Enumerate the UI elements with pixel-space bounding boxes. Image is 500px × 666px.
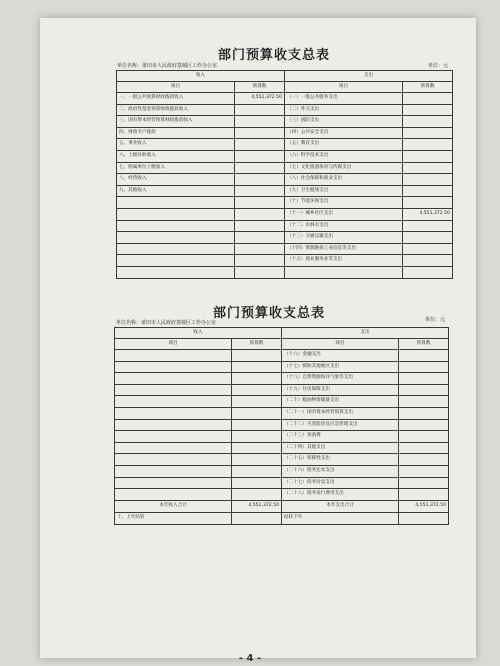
table1-title: 部门预算收支总表	[218, 48, 331, 63]
expense-item-cell: （十九）住房保障支出	[282, 384, 399, 396]
carry-over-out-value	[399, 512, 449, 524]
income-item-cell	[115, 407, 232, 419]
income-item-cell	[117, 208, 235, 220]
income-budget-cell	[232, 477, 282, 489]
expense-item-cell: （二十七）债务付息支出	[282, 477, 399, 489]
income-item-cell: 一、一般公共预算财政拨款收入	[117, 93, 235, 105]
income-header: 收入	[117, 71, 285, 82]
expense-item-cell: （四）公共安全支出	[285, 127, 403, 139]
table-row	[115, 465, 449, 477]
expense-item-cell: （十四）资源勘探工业信息等支出	[285, 243, 403, 255]
expense-item-cell: （二十）粮油物资储备支出	[282, 396, 399, 408]
income-budget-cell	[235, 127, 285, 139]
expense-budget-cell	[399, 465, 449, 477]
expense-budget-cell	[403, 139, 453, 151]
income-item-cell	[115, 419, 232, 431]
income-budget-cell	[232, 361, 282, 373]
expense-budget-cell	[403, 266, 453, 278]
income-item-cell: 三、国有资本经营预算财政拨款收入	[117, 116, 235, 128]
income-budget-cell	[235, 232, 285, 244]
expense-item-cell: （二十八）债务发行费用支出	[282, 489, 399, 501]
table-row	[117, 127, 453, 139]
table-row	[117, 174, 453, 186]
table-row	[117, 255, 453, 267]
income-item-cell	[117, 220, 235, 232]
expense-item-cell: （二十三）预备费	[282, 431, 399, 443]
expense-budget-cell	[403, 197, 453, 209]
table-row	[115, 407, 449, 419]
expense-item-cell: （十六）金融支出	[282, 350, 399, 362]
expense-item-cell: （九）卫生健康支出	[285, 185, 403, 197]
expense-item-cell: （二十六）债务还本支出	[282, 465, 399, 477]
expense-item-cell	[285, 266, 403, 278]
expense-budget-cell	[399, 396, 449, 408]
table1-unit-label: 单位名称：莆田市人民政府荔城区工作办公室	[117, 63, 218, 69]
income-budget-cell	[232, 384, 282, 396]
expense-total-value: 4,551,372.50	[399, 500, 449, 512]
income-item-cell	[117, 255, 235, 267]
income-budget-cell	[232, 431, 282, 443]
expense-item-cell: （十二）农林水支出	[285, 220, 403, 232]
expense-header: 支出	[285, 71, 453, 82]
expense-item-cell: （七）文化旅游体育与传媒支出	[285, 162, 403, 174]
budget-table-1	[116, 70, 453, 279]
expense-item-cell: （五）教育支出	[285, 139, 403, 151]
expense-item-cell: （十七）援助其他地区支出	[282, 361, 399, 373]
income-item-cell	[115, 454, 232, 466]
income-budget-cell	[232, 419, 282, 431]
income-item-cell: 八、经营收入	[117, 174, 235, 186]
table-row	[115, 396, 449, 408]
table1-unit-right: 单位：元	[428, 63, 449, 69]
income-item-cell: 四、财政专户拨款	[117, 127, 235, 139]
income-budget-cell	[232, 454, 282, 466]
income-budget-cell	[235, 116, 285, 128]
expense-item-cell: （十一）城乡社区支出	[285, 208, 403, 220]
income-item-cell	[115, 465, 232, 477]
expense-item-header: 项目	[285, 82, 403, 93]
carry-over-out-label: 结转下年	[282, 512, 399, 524]
expense-budget-cell	[399, 454, 449, 466]
expense-header: 支出	[282, 328, 449, 339]
income-item-cell	[115, 373, 232, 385]
expense-budget-cell	[403, 255, 453, 267]
table-row	[117, 243, 453, 255]
table-row	[117, 139, 453, 151]
table-row	[117, 232, 453, 244]
expense-budget-cell	[403, 150, 453, 162]
income-budget-cell	[235, 139, 285, 151]
table-row	[117, 208, 453, 220]
expense-budget-cell	[399, 384, 449, 396]
income-item-cell: 六、上级补助收入	[117, 150, 235, 162]
income-item-cell	[117, 243, 235, 255]
page-number: - 4 -	[238, 653, 262, 664]
income-item-cell: 五、事业收入	[117, 139, 235, 151]
income-header: 收入	[115, 328, 282, 339]
expense-budget-cell	[403, 162, 453, 174]
expense-budget-cell	[403, 243, 453, 255]
expense-budget-cell	[403, 220, 453, 232]
expense-item-cell: （二）外交支出	[285, 104, 403, 116]
income-item-cell	[117, 266, 235, 278]
income-budget-cell	[235, 104, 285, 116]
income-budget-cell	[235, 185, 285, 197]
expense-item-cell: （二十五）转移性支出	[282, 454, 399, 466]
expense-budget-cell	[403, 127, 453, 139]
expense-item-cell: （一）一般公共服务支出	[285, 93, 403, 105]
budget-table-2	[114, 327, 449, 525]
table-row	[117, 220, 453, 232]
table-row	[115, 350, 449, 362]
expense-budget-cell	[399, 407, 449, 419]
expense-budget-cell	[403, 232, 453, 244]
income-item-cell	[115, 431, 232, 443]
expense-budget-cell: 4,551,372.50	[403, 208, 453, 220]
income-budget-cell	[235, 255, 285, 267]
expense-item-cell: （八）社会保障和就业支出	[285, 174, 403, 186]
income-item-cell	[115, 361, 232, 373]
expense-total-label: 本年支出合计	[282, 500, 399, 512]
income-total-value: 4,551,372.50	[232, 500, 282, 512]
table2-title: 部门预算收支总表	[213, 306, 326, 321]
expense-item-cell: （十八）自然资源海洋气象等支出	[282, 373, 399, 385]
table-row	[117, 116, 453, 128]
income-item-cell	[115, 384, 232, 396]
expense-budget-cell	[399, 361, 449, 373]
table-row	[117, 162, 453, 174]
income-budget-cell	[232, 396, 282, 408]
income-item-header: 项目	[115, 339, 232, 350]
income-item-cell	[115, 442, 232, 454]
income-budget-cell: 4,551,372.50	[235, 93, 285, 105]
expense-item-cell: （二十二）灾害防治及应急管理支出	[282, 419, 399, 431]
income-item-cell	[115, 489, 232, 501]
table2-unit-right: 单位：元	[425, 317, 446, 323]
expense-budget-cell	[399, 442, 449, 454]
income-budget-cell	[235, 174, 285, 186]
expense-item-cell: （二十一）国有资本经营预算支出	[282, 407, 399, 419]
income-item-cell	[115, 396, 232, 408]
income-item-cell: 二、政府性基金预算财政拨款收入	[117, 104, 235, 116]
table-row	[115, 442, 449, 454]
table-row	[117, 150, 453, 162]
income-budget-cell	[235, 266, 285, 278]
expense-budget-cell	[399, 419, 449, 431]
income-budget-cell	[232, 442, 282, 454]
table2-unit-label: 单位名称：莆田市人民政府荔城区工作办公室	[116, 320, 217, 326]
expense-budget-cell	[399, 431, 449, 443]
expense-item-cell: （十）节能环保支出	[285, 197, 403, 209]
expense-budget-cell	[403, 185, 453, 197]
expense-item-cell: （十三）交通运输支出	[285, 232, 403, 244]
income-total-label: 本年收入合计	[115, 500, 232, 512]
income-budget-header: 预算数	[235, 82, 285, 93]
income-budget-header: 预算数	[232, 339, 282, 350]
income-item-cell: 七、附属单位上缴收入	[117, 162, 235, 174]
table-row	[115, 419, 449, 431]
income-budget-cell	[235, 162, 285, 174]
income-budget-cell	[232, 489, 282, 501]
expense-budget-cell	[403, 174, 453, 186]
expense-budget-cell	[403, 93, 453, 105]
expense-item-header: 项目	[282, 339, 399, 350]
income-item-cell	[117, 197, 235, 209]
expense-item-cell: （三）国防支出	[285, 116, 403, 128]
table-row	[115, 477, 449, 489]
expense-item-cell: （二十四）其他支出	[282, 442, 399, 454]
table-row	[115, 431, 449, 443]
expense-budget-cell	[399, 489, 449, 501]
table-row	[115, 454, 449, 466]
income-item-cell	[115, 477, 232, 489]
expense-budget-header: 预算数	[403, 82, 453, 93]
expense-item-cell: （六）科学技术支出	[285, 150, 403, 162]
table-row	[115, 489, 449, 501]
carry-over-in-label: 十、上年结转	[115, 512, 232, 524]
expense-budget-cell	[403, 116, 453, 128]
income-item-cell	[115, 350, 232, 362]
table-row	[117, 197, 453, 209]
table-row	[115, 373, 449, 385]
table-row	[115, 361, 449, 373]
expense-budget-header: 预算数	[399, 339, 449, 350]
income-budget-cell	[235, 197, 285, 209]
table-row	[115, 384, 449, 396]
expense-budget-cell	[399, 373, 449, 385]
income-budget-cell	[235, 220, 285, 232]
income-budget-cell	[235, 150, 285, 162]
carry-over-in-value	[232, 512, 282, 524]
income-budget-cell	[232, 407, 282, 419]
income-budget-cell	[235, 243, 285, 255]
income-item-cell: 九、其他收入	[117, 185, 235, 197]
income-budget-cell	[235, 208, 285, 220]
table-row	[117, 266, 453, 278]
expense-item-cell: （十五）商业服务业等支出	[285, 255, 403, 267]
income-item-cell	[117, 232, 235, 244]
expense-budget-cell	[399, 350, 449, 362]
table-row	[117, 93, 453, 105]
income-budget-cell	[232, 373, 282, 385]
table-row	[117, 185, 453, 197]
income-budget-cell	[232, 465, 282, 477]
income-item-header: 项目	[117, 82, 235, 93]
expense-budget-cell	[403, 104, 453, 116]
expense-budget-cell	[399, 477, 449, 489]
table-row	[117, 104, 453, 116]
income-budget-cell	[232, 350, 282, 362]
